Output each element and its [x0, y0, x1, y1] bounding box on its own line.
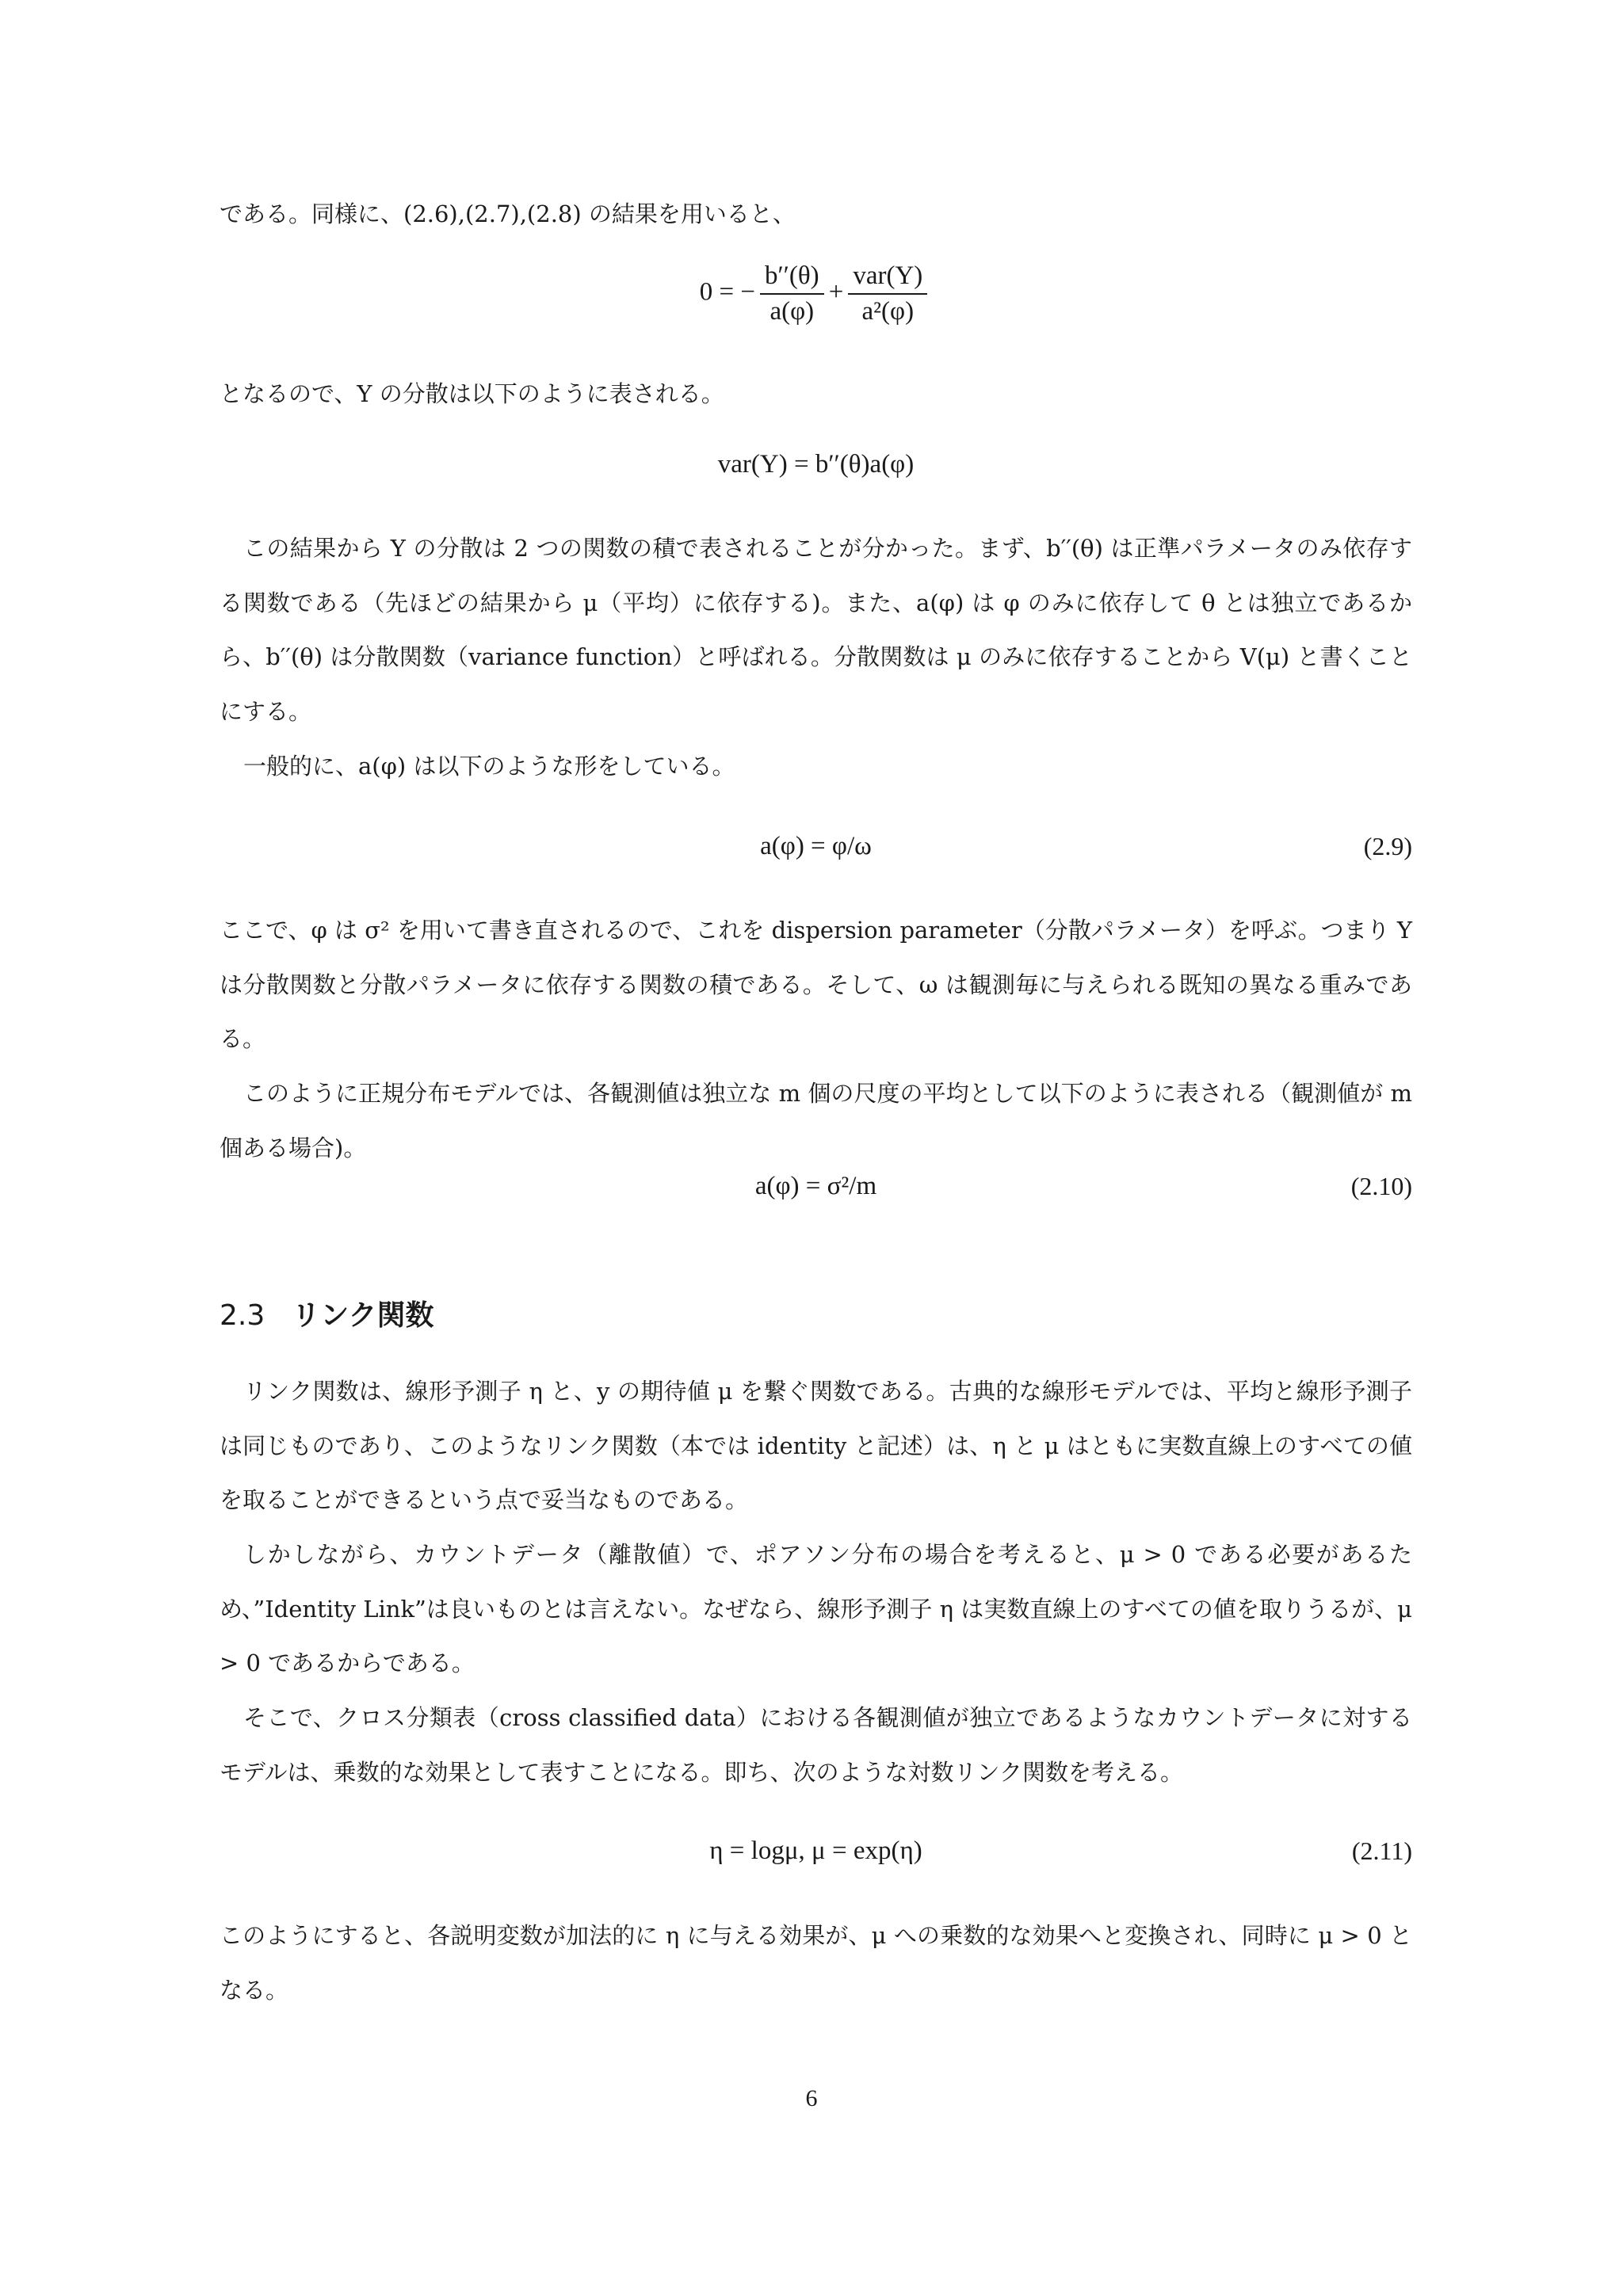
paragraph-conclusion: このようにすると、各説明変数が加法的に η に与える効果が、μ への乗数的な効果へと変換され、同時に μ > 0 となる。: [220, 1922, 1412, 2004]
equation-2-11: η = logμ, μ = exp(η): [709, 1836, 922, 1865]
equation-2-10: a(φ) = σ²/m: [754, 1172, 877, 1200]
eq1-frac2-numerator: var(Y): [848, 261, 927, 295]
eq1-operator: +: [828, 277, 844, 307]
equation-number-2-9: (2.9): [1363, 832, 1412, 860]
paragraph-intro: である。同様に、(2.6),(2.7),(2.8) の結果を用いると、: [220, 200, 796, 227]
eq1-fraction-2: [848, 261, 927, 326]
equation-variance: var(Y) = b′′(θ)a(φ): [717, 450, 915, 479]
paragraph-normal-model: このように正規分布モデルでは、各観測値は独立な m 個の尺度の平均として以下のように表される（観測値が m 個ある場合)。: [220, 1080, 1412, 1161]
paragraph-variance-function: この結果から Y の分散は 2 つの関数の積で表されることが分かった。まず、b′′(θ) は正準パラメータのみ依存する関数である（先ほどの結果から μ（平均）に依存する)。また、a(φ) は φ のみに依存して θ とは独立であるから、b′′(θ) は分散関数（variance function）と呼ばれる。分散関数は μ のみに依存することから V(μ) と書くことにする。: [220, 535, 1412, 725]
eq1-frac1-denominator: a(φ): [769, 297, 815, 326]
equation-zero-identity: [220, 261, 1412, 326]
eq1-frac1-numerator: b′′(θ): [760, 261, 824, 295]
paragraph-general-form: 一般的に、a(φ) は以下のような形をしている。: [243, 753, 735, 780]
eq1-lhs: 0 = −: [699, 277, 755, 307]
equation-number-2-10: (2.10): [1350, 1172, 1412, 1200]
paragraph-dispersion: ここで、φ は σ² を用いて書き直されるので、これを dispersion parameter（分散パラメータ）を呼ぶ。つまり Y は分散関数と分散パラメータに依存する関数の積である。そして、ω は観測毎に与えられる既知の異なる重みである。: [220, 917, 1412, 1052]
paragraph-variance-intro: となるので、Y の分散は以下のように表される。: [220, 380, 724, 407]
paragraph-count-data: しかしながら、カウントデータ（離散値）で、ポアソン分布の場合を考えると、μ > 0 である必要があるため、”Identity Link”は良いものとは言えない。なぜなら、線形予測子 η は実数直線上のすべての値を取りうるが、μ > 0 であるからである。: [220, 1541, 1412, 1676]
equation-number-2-11: (2.11): [1351, 1836, 1412, 1865]
eq1-fraction-1: [760, 261, 824, 326]
section-heading: [220, 1293, 434, 1333]
section-title: リンク関数: [292, 1299, 434, 1332]
equation-2-9: a(φ) = φ/ω: [760, 832, 872, 860]
eq1-frac2-denominator: a²(φ): [861, 297, 915, 326]
paragraph-link-function: リンク関数は、線形予測子 η と、y の期待値 μ を繋ぐ関数である。古典的な線形モデルでは、平均と線形予測子は同じものであり、このようなリンク関数（本では identity と記述）は、η と μ はともに実数直線上のすべての値を取ることができるという点で妥当なものである。: [220, 1378, 1412, 1513]
page-number: 6: [805, 2085, 818, 2111]
section-number: 2.3: [220, 1299, 265, 1332]
paragraph-cross-classified: そこで、クロス分類表（cross classified data）における各観測値が独立であるようなカウントデータに対するモデルは、乗数的な効果として表すことになる。即ち、次のような対数リンク関数を考える。: [220, 1704, 1412, 1786]
